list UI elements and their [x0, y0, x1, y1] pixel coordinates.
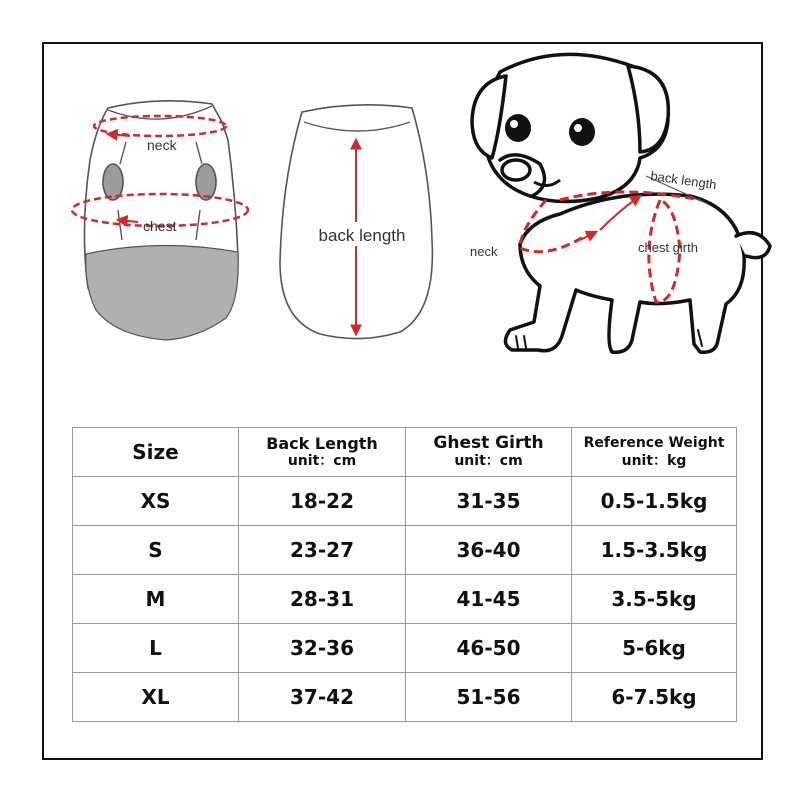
table-row — [73, 673, 737, 722]
cell-size: S — [73, 526, 239, 575]
dog-illustration — [472, 54, 770, 352]
table-row — [73, 526, 737, 575]
cell-chest-girth: 36-40 — [406, 526, 572, 575]
cell-chest-girth: 31-35 — [406, 477, 572, 526]
cell-weight: 5-6kg — [572, 624, 737, 673]
back-length-label: back length — [318, 226, 406, 245]
back-garment — [280, 105, 432, 339]
cell-back-length: 23-27 — [239, 526, 406, 575]
table-row — [73, 477, 737, 526]
cell-size: L — [73, 624, 239, 673]
header-size: Size — [73, 428, 239, 477]
cell-back-length: 18-22 — [239, 477, 406, 526]
cell-weight: 1.5-3.5kg — [572, 526, 737, 575]
dog-chest-girth-label: chest girth — [638, 240, 698, 255]
dog-back-length-label: back length — [649, 168, 718, 193]
front-chest-label: chest — [143, 218, 177, 234]
front-neck-label: neck — [147, 137, 177, 153]
cell-size: XS — [73, 477, 239, 526]
front-garment — [72, 101, 248, 340]
cell-back-length: 32-36 — [239, 624, 406, 673]
header-chest-girth: Ghest Girth unit：cm — [406, 428, 572, 477]
table-header-row — [73, 428, 737, 477]
table-row — [73, 575, 737, 624]
dog-neck-label: neck — [470, 244, 498, 259]
cell-chest-girth: 41-45 — [406, 575, 572, 624]
cell-chest-girth: 51-56 — [406, 673, 572, 722]
table-row — [73, 624, 737, 673]
size-chart-table — [72, 427, 737, 722]
cell-weight: 3.5-5kg — [572, 575, 737, 624]
cell-size: XL — [73, 673, 239, 722]
header-reference-weight: Reference Weight unit：kg — [572, 428, 737, 477]
cell-weight: 0.5-1.5kg — [572, 477, 737, 526]
cell-back-length: 37-42 — [239, 673, 406, 722]
cell-size: M — [73, 575, 239, 624]
header-back-length: Back Length unit：cm — [239, 428, 406, 477]
cell-chest-girth: 46-50 — [406, 624, 572, 673]
cell-back-length: 28-31 — [239, 575, 406, 624]
cell-weight: 6-7.5kg — [572, 673, 737, 722]
